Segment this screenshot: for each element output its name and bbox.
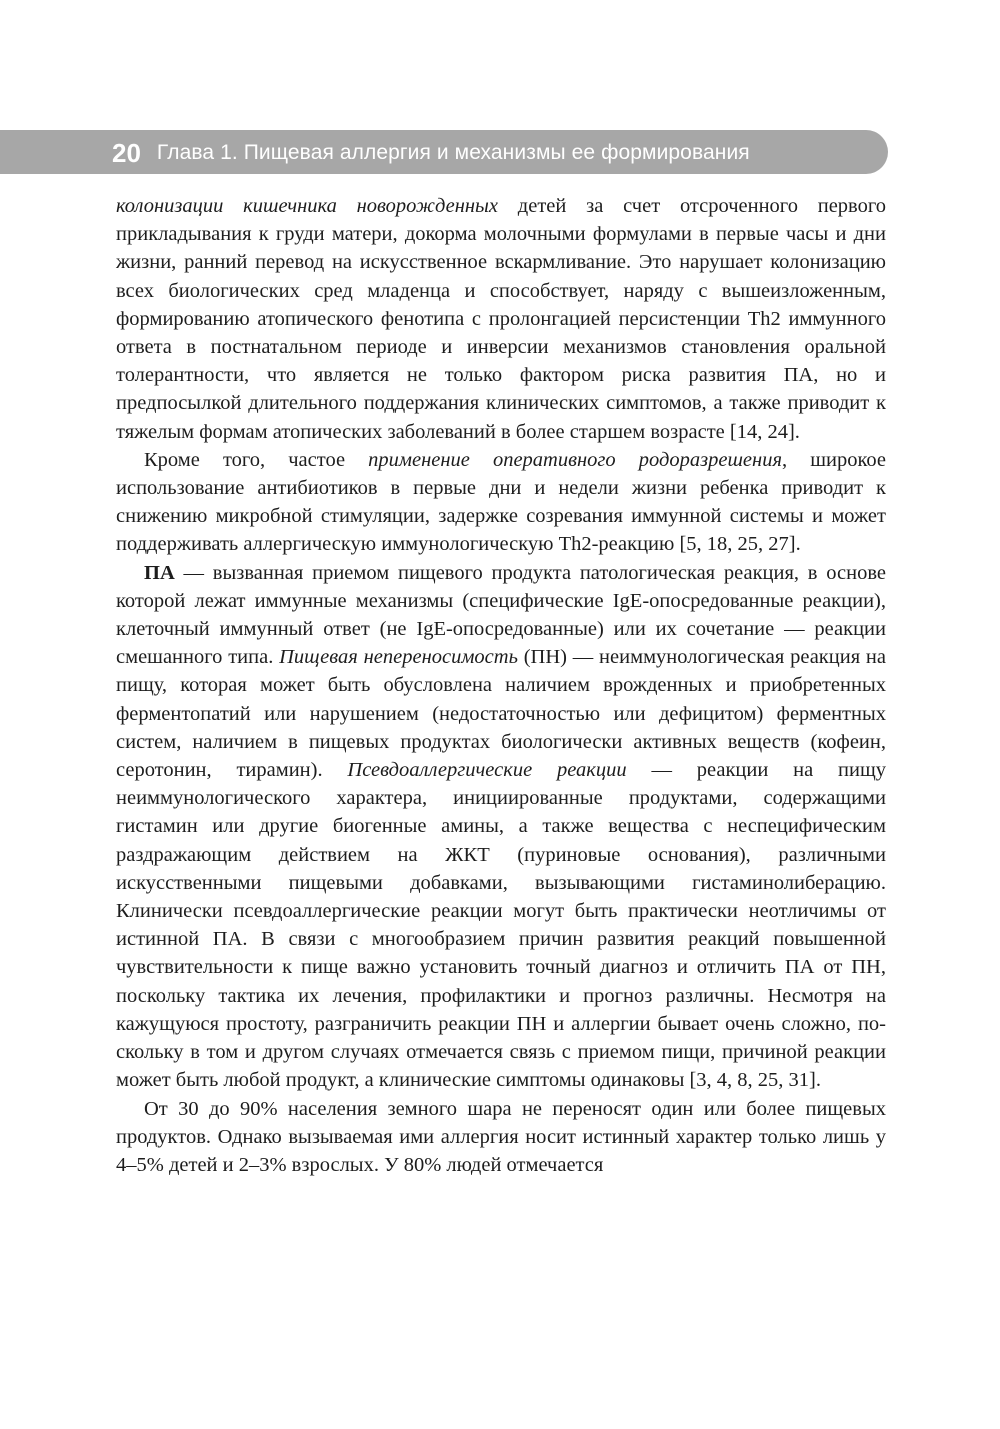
paragraph-definitions [116,559,886,1095]
text-run: , широкое использование антибиотиков в первые дни и недели жизни ребенка приводит к снижению микробной стимуляции, задержке созревания иммунной системы и может поддерживать аллергическую иммунологическую Th2-реакцию [5, 18, 25, 27]. [116,448,886,556]
main-text [116,192,886,1179]
emphasis-term: Псевдоаллергические реакции [347,759,627,782]
chapter-title: Глава 1. Пищевая аллергия и механизмы ее формирования [156,141,750,164]
text-run: Кроме того, частое [144,448,369,471]
text-run: (ПН) — неиммунологическая реакция на пищу, которая может быть обусловлена наличием врожденных и приобретенных ферментопатий или нарушением (недостаточностью или дефицитом) ферментных систем, наличием в пищевых продуктах биологически активных веществ (кофеин, серотонин, тирамин). [116,646,886,782]
text-run: От 30 до 90% населения земного шара не переносят один или более пищевых продуктов. Однако вызываемая ими аллергия носит истинный характер только лишь у 4–5% детей и 2–3% взрослых. У 80% людей отмечается [116,1097,886,1176]
running-header [112,136,750,170]
text-run: — вызванная приемом пищевого продукта патологическая реакция, в основе которой лежат иммунные механизмы (специфические IgE-опосредованные реакции), клеточный иммунный ответ (не IgE-опосредованные) или их сочетание — реакции смешанного типа. [116,561,886,669]
paragraph-prevalence [116,1095,886,1180]
bold-term: ПА [144,561,175,584]
text-run: — реакции на пищу неиммунологического характера, инициированные продуктами, содержащими гистамин или другие биогенные амины, а также вещества с неспецифическим раздражающим действием на ЖКТ (пуриновые основания), различными искусственными пищевыми добавками, вызывающими гистаминолиберацию. Клинически псевдоаллергические реакции могут быть практически неотличимы от истинной ПА. В связи с многообразием причин развития реакций повышенной чувствительности к пище важно установить точный диагноз и отличить ПА от ПН, поскольку тактика их лечения, профилактики и прогноз различны. Несмотря на кажущуюся простоту, разграничить реакции ПН и аллергии бывает очень сложно, поскольку в том и другом случаях отмечается связь с приемом пищи, причиной реакции может быть любой продукт, а клинические симптомы одинаковы [3, 4, 8, 25, 31]. [116,759,886,1092]
paragraph-caesarean [116,446,886,559]
page-number: 20 [112,137,141,168]
emphasis-term: колонизации кишечника новорожденных [116,195,499,217]
paragraph-continuation [116,192,886,446]
emphasis-term: применение оперативного родоразрешения [368,448,782,471]
emphasis-term: Пищевая непереносимость [279,646,518,669]
text-run: детей за счет отсроченного первого прикладывания к груди матери, докорма молочными формулами в первые часы и дни жизни, ранний перевод на искусственное вскармливание. Это нарушает колонизацию всех биологических сред младенца и способствует, наряду с вышеизложенным, формированию атопического фенотипа с пролонгацией персистенции Th2 иммунного ответа в постнатальном периоде и инверсии механизмов становления оральной толерантности, что является не только фактором риска развития ПА, но и предпосылкой длительного поддержания клинических симптомов, а также приводит к тяжелым формам атопических заболеваний в более старшем возрасте [14, 24]. [116,195,886,443]
